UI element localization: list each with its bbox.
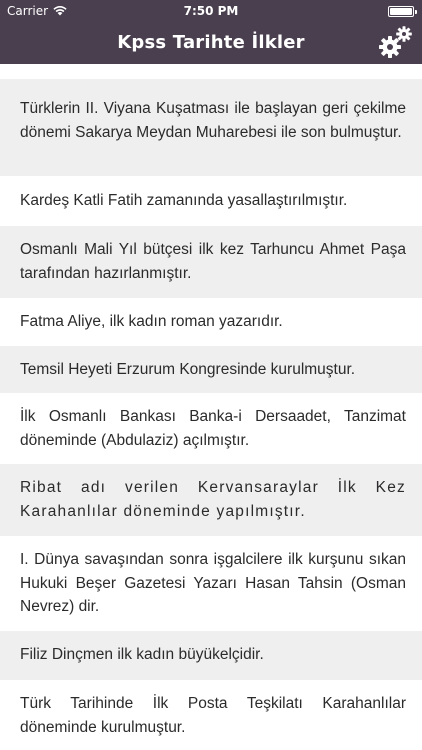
page-title: Kpss Tarihte İlkler (117, 32, 305, 53)
list-item-text: Kardeş Katli Fatih zamanında yasallaştırılmıştır. (20, 192, 348, 209)
list-item[interactable] (0, 393, 422, 464)
status-bar (0, 0, 422, 22)
list-item-text: Fatma Aliye, ilk kadın roman yazarıdır. (20, 313, 283, 330)
list-item[interactable] (0, 536, 422, 631)
list-item[interactable] (0, 298, 422, 346)
settings-button[interactable] (376, 25, 414, 61)
list-item-text: Osmanlı Mali Yıl bütçesi ilk kez Tarhuncu Ahmet Paşa tarafından hazırlanmıştır. (20, 241, 406, 282)
list-item[interactable] (0, 79, 422, 176)
list-item[interactable] (0, 226, 422, 298)
list-item-text: Türk Tarihinde İlk Posta Teşkilatı Karahanlılar döneminde kurulmuştur. (20, 695, 406, 736)
list-item-text: Temsil Heyeti Erzurum Kongresinde kurulmuştur. (20, 361, 356, 378)
carrier-label: Carrier (7, 4, 49, 18)
list-item-text: I. Dünya savaşından sonra işgalcilere ilk kurşunu sıkan Hukuki Beşer Gazetesi Yazarı Hasan Tahsin (Osman Nevrez) dir. (20, 551, 406, 615)
list-item[interactable] (0, 176, 422, 226)
list-item-text: Filiz Dinçmen ilk kadın büyükelçidir. (20, 646, 264, 663)
list-item-clipped[interactable] (0, 64, 422, 79)
list-item[interactable] (0, 464, 422, 536)
list-item[interactable] (0, 631, 422, 680)
list-item-text: İlk Osmanlı Bankası Banka-i Dersaadet, Tanzimat döneminde (Abdulaziz) açılmıştır. (20, 408, 406, 449)
list-item[interactable] (0, 680, 422, 750)
list-item[interactable] (0, 346, 422, 393)
gears-icon (376, 25, 414, 61)
facts-list[interactable] (0, 64, 422, 750)
list-item-text: Türklerin II. Viyana Kuşatması ile başlayan geri çekilme dönemi Sakarya Meydan Muharebesi ile son bulmuştur. (20, 100, 406, 141)
status-time: 7:50 PM (183, 4, 239, 18)
battery-icon (388, 6, 414, 17)
list-item-text: Ribat adı verilen Kervansaraylar İlk Kez Karahanlılar döneminde yapılmıştır. (20, 479, 406, 520)
navigation-bar (0, 22, 422, 64)
